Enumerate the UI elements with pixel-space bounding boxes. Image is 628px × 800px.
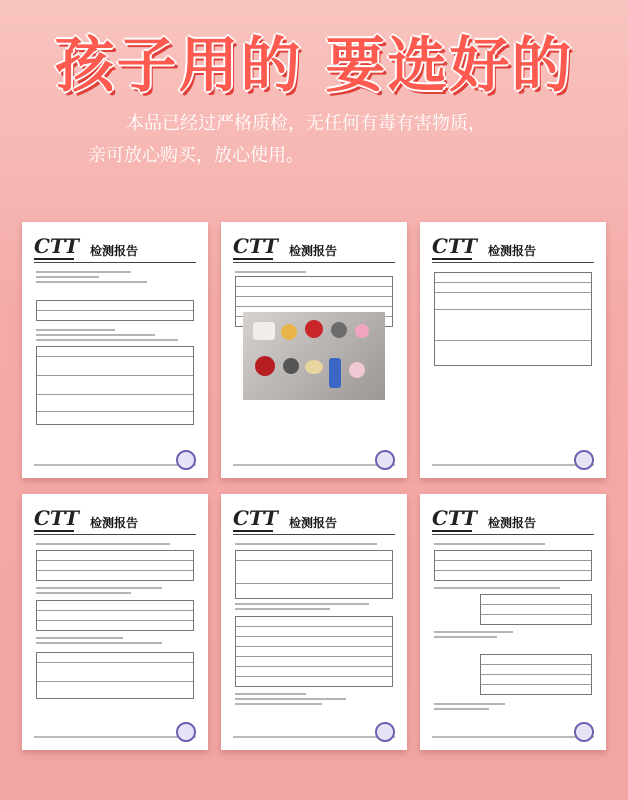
report-title: 检测报告 bbox=[488, 244, 537, 258]
report-title: 检测报告 bbox=[488, 516, 537, 530]
logo-underline bbox=[233, 258, 273, 260]
ctt-logo: CTT bbox=[233, 234, 278, 258]
ctt-logo: CTT bbox=[34, 506, 79, 530]
footer-line bbox=[432, 464, 594, 466]
result-table bbox=[36, 550, 194, 581]
result-table bbox=[36, 652, 194, 699]
report-text-block bbox=[434, 700, 592, 713]
logo-underline bbox=[233, 530, 273, 532]
footer-line bbox=[34, 736, 196, 738]
report-text-block bbox=[36, 540, 194, 548]
report-text-block bbox=[235, 268, 393, 276]
result-table bbox=[480, 654, 592, 695]
logo-underline bbox=[34, 258, 74, 260]
footer-line bbox=[233, 464, 395, 466]
header-rule bbox=[233, 534, 395, 535]
headline: 孩子用的 要选好的 bbox=[54, 31, 574, 101]
report-page-4 bbox=[22, 494, 208, 750]
seal-icon bbox=[375, 722, 395, 742]
description-line-2: 亲可放心购买，放心使用。 bbox=[88, 145, 304, 166]
report-page-6 bbox=[420, 494, 606, 750]
header-rule bbox=[34, 534, 196, 535]
report-title: 检测报告 bbox=[90, 244, 139, 258]
ctt-logo: CTT bbox=[34, 234, 79, 258]
report-text-block bbox=[434, 628, 592, 641]
report-text-block bbox=[36, 584, 194, 597]
result-table bbox=[480, 594, 592, 625]
report-text-block bbox=[235, 690, 393, 708]
description-line-1: 本品已经过严格质检，无任何有毒有害物质， bbox=[126, 113, 486, 134]
header-rule bbox=[432, 534, 594, 535]
report-text-block bbox=[36, 326, 194, 344]
report-text-block bbox=[235, 540, 393, 548]
seal-icon bbox=[176, 450, 196, 470]
header-rule bbox=[432, 262, 594, 263]
seal-icon bbox=[176, 722, 196, 742]
logo-underline bbox=[432, 258, 472, 260]
sample-photo bbox=[243, 312, 385, 400]
seal-icon bbox=[375, 450, 395, 470]
seal-icon bbox=[574, 450, 594, 470]
seal-icon bbox=[574, 722, 594, 742]
footer-line bbox=[233, 736, 395, 738]
report-title: 检测报告 bbox=[289, 244, 338, 258]
report-page-1 bbox=[22, 222, 208, 478]
result-table bbox=[36, 300, 194, 321]
report-text-block bbox=[235, 600, 393, 613]
header-rule bbox=[233, 262, 395, 263]
report-text-block bbox=[434, 540, 592, 548]
ctt-logo: CTT bbox=[233, 506, 278, 530]
result-table bbox=[235, 616, 393, 687]
report-text-block bbox=[36, 268, 194, 286]
result-table bbox=[36, 600, 194, 631]
result-table bbox=[36, 346, 194, 425]
report-title: 检测报告 bbox=[90, 516, 139, 530]
report-text-block bbox=[36, 634, 194, 647]
header-rule bbox=[34, 262, 196, 263]
logo-underline bbox=[34, 530, 74, 532]
report-title: 检测报告 bbox=[289, 516, 338, 530]
footer-line bbox=[432, 736, 594, 738]
report-page-3 bbox=[420, 222, 606, 478]
report-page-5 bbox=[221, 494, 407, 750]
footer-line bbox=[34, 464, 196, 466]
logo-underline bbox=[432, 530, 472, 532]
ctt-logo: CTT bbox=[432, 506, 477, 530]
report-text-block bbox=[434, 584, 592, 592]
result-table bbox=[235, 550, 393, 599]
report-page-2 bbox=[221, 222, 407, 478]
result-table bbox=[434, 272, 592, 366]
result-table bbox=[434, 550, 592, 581]
ctt-logo: CTT bbox=[432, 234, 477, 258]
